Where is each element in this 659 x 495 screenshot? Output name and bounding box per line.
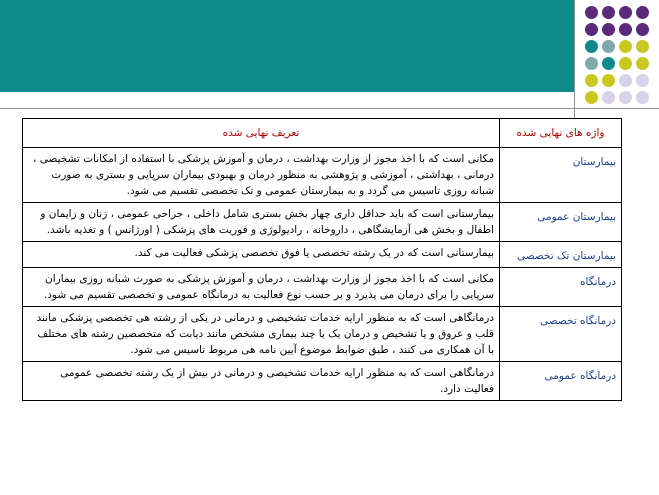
decorative-dot bbox=[619, 40, 632, 53]
table-row bbox=[23, 148, 622, 203]
decorative-dot bbox=[619, 23, 632, 36]
term-cell: درمانگاه تخصصی bbox=[500, 307, 622, 362]
definition-cell: مکانی است که با اخذ مجوز از وزارت بهداشت ، درمان و آموزش پزشکی به صورت شبانه روزی بیماران سرپایی را برای درمان می پذیرد و بر حسب نوع فعالیت به درمانگاه عمومی و تخصصی تقسیم می شود. bbox=[23, 268, 500, 307]
header-term: واژه های نهایی شده bbox=[500, 119, 622, 148]
table-row bbox=[23, 362, 622, 401]
decorative-dot bbox=[585, 6, 598, 19]
decorative-dot bbox=[636, 91, 649, 104]
definition-cell: درمانگاهی است که به منظور ارایه خدمات تشخیصی و درمانی در یکی از رشته هی تخصصی پزشکی مانند قلب و عروق و یا تشخیص و درمان یک یا چند بیماری مشخص مانند دیابت که متخصصین رشته های مختلف با آن همکاری می کنند ، طبق ضوابط موضوع آیین نامه هی مربوط تاسیس می شود. bbox=[23, 307, 500, 362]
decorative-dot bbox=[602, 57, 615, 70]
decorative-dot bbox=[602, 6, 615, 19]
term-cell: بیمارستان عمومی bbox=[500, 203, 622, 242]
decorative-dot bbox=[619, 91, 632, 104]
divider-vertical bbox=[574, 0, 575, 118]
decorative-dot bbox=[585, 74, 598, 87]
title-banner bbox=[0, 0, 575, 92]
term-cell: بیمارستان تک تخصصی bbox=[500, 242, 622, 268]
decorative-dot bbox=[619, 6, 632, 19]
decorative-dot bbox=[636, 74, 649, 87]
decorative-dot bbox=[585, 23, 598, 36]
decorative-dot bbox=[602, 91, 615, 104]
table-row bbox=[23, 203, 622, 242]
decorative-dot bbox=[636, 23, 649, 36]
decorative-dot bbox=[636, 6, 649, 19]
term-cell: بیمارستان bbox=[500, 148, 622, 203]
table-row bbox=[23, 242, 622, 268]
decorative-dot bbox=[585, 91, 598, 104]
decorative-dot bbox=[636, 57, 649, 70]
definition-cell: بیمارستانی است که باید حداقل داری چهار بخش بستری شامل داخلی ، جراحی عمومی ، زنان و زایمان و اطفال و بخش هی آزمایشگاهی ، داروخانه ، رادیولوژی و فوریت های پزشکی ( اورژانس ) و تغذیه باشد. bbox=[23, 203, 500, 242]
definition-cell: بیمارستانی است که در یک رشته تخصصی یا فوق تخصصی پزشکی فعالیت می کند. bbox=[23, 242, 500, 268]
definition-cell: درمانگاهی است که به منظور ارایه خدمات تشخیصی و درمانی در بیش از یک رشته تخصصی عمومی فعالیت دارد. bbox=[23, 362, 500, 401]
definition-cell: مکانی است که با اخذ مجوز از وزارت بهداشت ، درمان و آموزش پزشکی با استفاده از امکانات تشخیصی ، درمانی ، بهداشتی ، آموزشی و پژوهشی به منظور درمان و بهبودی بیماران سرپایی و بستری به صورت شبانه روزی تاسیس می گردد و به بیمارستان عمومی و تک تخصصی تقسیم می شود. bbox=[23, 148, 500, 203]
decorative-dot bbox=[585, 40, 598, 53]
term-cell: درمانگاه عمومی bbox=[500, 362, 622, 401]
definitions-table bbox=[22, 118, 622, 401]
term-cell: درمانگاه bbox=[500, 268, 622, 307]
table-header-row bbox=[23, 119, 622, 148]
table-row bbox=[23, 307, 622, 362]
decorative-dot bbox=[585, 57, 598, 70]
decorative-dot bbox=[636, 40, 649, 53]
decorative-dot bbox=[602, 74, 615, 87]
decorative-dot-grid bbox=[585, 6, 657, 116]
decorative-dot bbox=[619, 57, 632, 70]
decorative-dot bbox=[602, 40, 615, 53]
header-definition: تعریف نهایی شده bbox=[23, 119, 500, 148]
table-row bbox=[23, 268, 622, 307]
divider-horizontal bbox=[0, 108, 659, 109]
decorative-dot bbox=[602, 23, 615, 36]
decorative-dot bbox=[619, 74, 632, 87]
